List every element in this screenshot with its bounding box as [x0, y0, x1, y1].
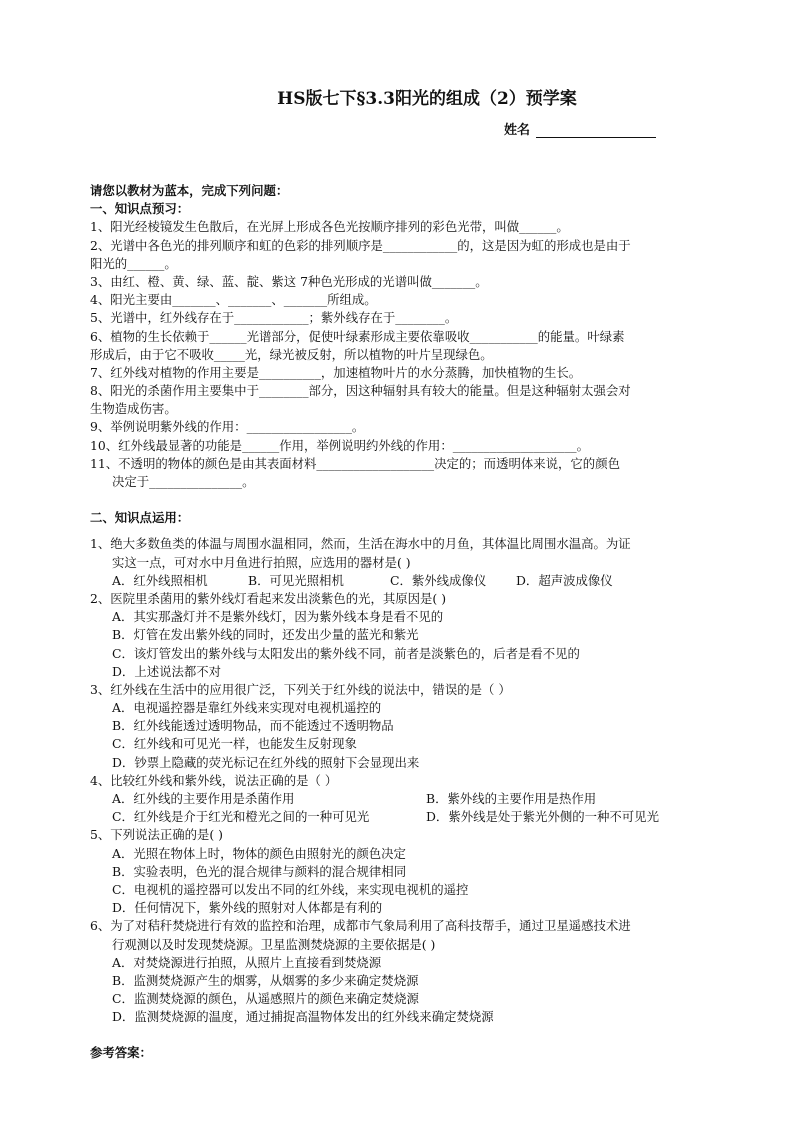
s1-line: 9、举例说明紫外线的作用：_________________。 [90, 419, 365, 435]
q6-stem: 6、为了对秸秆焚烧进行有效的监控和治理，成都市气象局利用了高科技帮手，通过卫星遥感技术进 [90, 918, 631, 934]
q3-stem: 3、红外线在生活中的应用很广泛，下列关于红外线的说法中，错误的是（ ） [90, 681, 511, 697]
q4-options-row2 [90, 808, 710, 826]
option-b[interactable]: B．灯管在发出紫外线的同时，还发出少量的蓝光和紫光 [112, 627, 419, 643]
s1-line: 决定于_______________。 [112, 474, 255, 489]
intro: 请您以教材为蓝本，完成下列问题： [90, 183, 289, 198]
s1-line: 4、阳光主要由_______、_______、_______所组成。 [90, 292, 377, 308]
section1-heading: 一、知识点预习： [90, 201, 190, 217]
s1-line: 1、阳光经棱镜发生色散后，在光屏上形成各色光按顺序排列的彩色光带，叫做______。 [90, 219, 569, 235]
s1-line: 10、红外线最显著的功能是______作用，举例说明约外线的作用：____________________。 [90, 437, 590, 453]
q5-stem: 5、下列说法正确的是( ) [90, 827, 224, 843]
answers-heading: 参考答案： [90, 1045, 152, 1061]
s1-line: 形成后，由于它不吸收_____光，绿光被反射，所以植物的叶片呈现绿色。 [90, 346, 493, 362]
option-d[interactable]: D．监测焚烧源的温度，通过捕捉高温物体发出的红外线来确定焚烧源 [112, 1009, 494, 1025]
q2-stem: 2、医院里杀菌用的紫外线灯看起来发出淡紫色的光，其原因是( ) [90, 590, 447, 606]
s1-line: 2、光谱中各色光的排列顺序和虹的色彩的排列顺序是____________的，这是因为虹的形成也是由于 [90, 237, 631, 253]
option-b[interactable]: B．紫外线的主要作用是热作用 [426, 791, 597, 806]
section2-heading: 二、知识点运用： [90, 510, 190, 526]
s1-line: 生物造成伤害。 [90, 401, 177, 417]
s1-line: 阳光的______。 [90, 255, 177, 271]
content [90, 182, 710, 1063]
option-d[interactable]: D．上述说法都不对 [112, 663, 222, 679]
option-d[interactable]: D．紫外线是处于紫光外侧的一种不可见光 [426, 809, 659, 825]
option-b[interactable]: B．实验表明，色光的混合规律与颜料的混合规律相同 [112, 863, 407, 879]
option-a[interactable]: A．红外线的主要作用是杀菌作用 [112, 791, 295, 806]
option-b[interactable]: B．红外线能透过透明物品，而不能透过不透明物品 [112, 718, 394, 734]
option-a[interactable]: A．光照在物体上时，物体的颜色由照射光的颜色决定 [112, 845, 406, 861]
option-b[interactable]: B．可见光照相机 [248, 572, 344, 588]
s1-line: 7、红外线对植物的作用主要是__________，加速植物叶片的水分蒸腾，加快植物的生长。 [90, 364, 582, 380]
q4-stem: 4、比较红外线和紫外线，说法正确的是（ ） [90, 772, 338, 788]
s1-line: 5、光谱中，红外线存在于____________；紫外线存在于________。 [90, 310, 458, 326]
q1-options [90, 572, 710, 590]
name-blank[interactable] [536, 125, 656, 138]
option-c[interactable]: C．监测焚烧源的颜色，从遥感照片的颜色来确定焚烧源 [112, 991, 419, 1007]
option-c[interactable]: C．红外线和可见光一样，也能发生反射现象 [112, 736, 357, 752]
s1-line: 11、不透明的物体的颜色是由其表面材料___________________决定的；而透明体来说，它的颜色 [90, 455, 620, 471]
option-d[interactable]: D．任何情况下，紫外线的照射对人体都是有利的 [112, 900, 383, 916]
q1-stem: 1、绝大多数鱼类的体温与周围水温相同，然而，生活在海水中的月鱼，其体温比周围水温高。为证 [90, 536, 631, 552]
option-c[interactable]: C．紫外线成像仪 [390, 572, 487, 588]
s1-line: 8、阳光的杀菌作用主要集中于________部分，因这种辐射具有较大的能量。但是这种辐射太强会对 [90, 383, 631, 399]
q6-stem: 行观测以及时发现焚烧源。卫星监测焚烧源的主要依据是( ) [112, 936, 436, 952]
name-label: 姓名 [504, 123, 531, 138]
option-c[interactable]: C．电视机的遥控器可以发出不同的红外线，来实现电视机的遥控 [112, 881, 469, 897]
option-a[interactable]: A．其实那盏灯并不是紫外线灯，因为紫外线本身是看不见的 [112, 609, 444, 625]
s1-line: 3、由红、橙、黄、绿、蓝、靛、紫这 7种色光形成的光谱叫做_______。 [90, 273, 488, 289]
s1-line: 6、植物的生长依赖于______光谱部分，促使叶绿素形成主要依靠吸收___________的能量。叶绿素 [90, 328, 625, 344]
option-a[interactable]: A．对焚烧源进行拍照，从照片上直接看到焚烧源 [112, 954, 382, 970]
option-c[interactable]: C．该灯管发出的紫外线与太阳发出的紫外线不同，前者是淡紫色的，后者是看不见的 [112, 645, 580, 661]
q1-stem: 实这一点，可对水中月鱼进行拍照，应选用的器材是( ) [112, 554, 411, 570]
option-d[interactable]: D．钞票上隐藏的荧光标记在红外线的照射下会显现出来 [112, 754, 420, 770]
option-a[interactable]: A．红外线照相机 [112, 572, 208, 588]
option-a[interactable]: A．电视遥控器是靠红外线来实现对电视机遥控的 [112, 700, 382, 716]
option-d[interactable]: D．超声波成像仪 [516, 572, 613, 588]
q4-options-row1 [90, 790, 710, 808]
name-field-row [504, 119, 656, 138]
option-b[interactable]: B．监测焚烧源产生的烟雾，从烟雾的多少来确定焚烧源 [112, 972, 419, 988]
page-title: HS版七下§3.3阳光的组成（2）预学案 [277, 89, 577, 109]
option-c[interactable]: C．红外线是介于红光和橙光之间的一种可见光 [112, 809, 370, 825]
